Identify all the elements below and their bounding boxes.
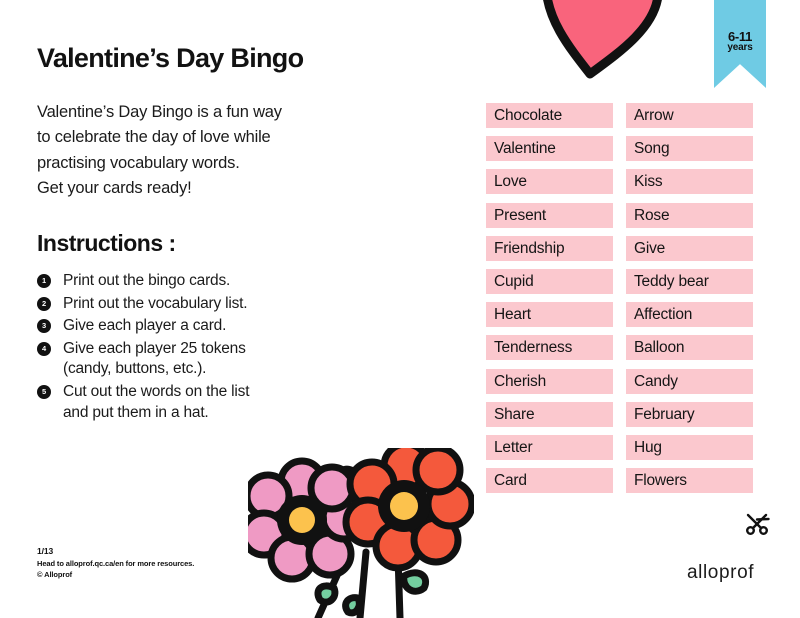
intro-line: practising vocabulary words. [37,153,240,172]
step-number-badge: 3 [37,319,51,333]
word-chip: Heart [486,302,613,327]
word-chip: Give [626,236,753,261]
word-chip: Song [626,136,753,161]
word-chip: Cupid [486,269,613,294]
footer [37,546,367,581]
list-item [37,382,437,423]
word-column-right [626,103,753,493]
footer-resource-line: Head to alloprof.qc.ca/en for more resources. [37,559,195,568]
intro-line: Valentine’s Day Bingo is a fun way [37,102,282,121]
instructions-list [37,271,437,423]
page-number: 1/13 [37,546,54,556]
age-unit-label: years [727,42,753,54]
word-chip: Valentine [486,136,613,161]
list-item [37,294,437,315]
word-chip: Hug [626,435,753,460]
word-chip: Affection [626,302,753,327]
age-range-label: 6-11 [727,29,753,44]
word-chip: Kiss [626,169,753,194]
word-chip: Flowers [626,468,753,493]
vocabulary-word-list [486,103,753,493]
instructions-heading: Instructions : [37,229,176,256]
intro-line: to celebrate the day of love while [37,128,271,147]
word-chip: Card [486,468,613,493]
list-item [37,271,437,292]
word-chip: Letter [486,435,613,460]
step-number-badge: 5 [37,385,51,399]
step-number-badge: 1 [37,274,51,288]
page-title: Valentine’s Day Bingo [37,43,304,73]
word-chip: Chocolate [486,103,613,128]
word-chip: Cherish [486,369,613,394]
scissors-icon [744,512,770,536]
step-text: Print out the vocabulary list. [63,294,248,312]
word-column-left [486,103,613,493]
age-badge-text [714,30,766,53]
step-text: Give each player a card. [63,317,227,335]
step-text-continuation: and put them in a hat. [63,403,209,421]
word-chip: Candy [626,369,753,394]
intro-line: Get your cards ready! [37,179,192,198]
word-chip: Friendship [486,236,613,261]
word-chip: Balloon [626,335,753,360]
content-column [37,44,437,425]
word-chip: Love [486,169,613,194]
word-chip: Present [486,203,613,228]
alloprof-logo-text: alloprof [687,562,755,583]
step-number-badge: 4 [37,342,51,356]
list-item [37,316,437,337]
flowers-illustration [248,448,474,618]
word-chip: Rose [626,203,753,228]
heart-decoration-icon [516,0,666,86]
step-text-continuation: (candy, buttons, etc.). [63,360,207,378]
word-chip: Arrow [626,103,753,128]
step-number-badge: 2 [37,297,51,311]
word-chip: Teddy bear [626,269,753,294]
step-text: Give each player 25 tokens [63,339,246,357]
age-badge [714,0,766,88]
step-text: Print out the bingo cards. [63,271,231,289]
word-chip: Share [486,402,613,427]
list-item [37,339,437,380]
step-text: Cut out the words on the list [63,382,250,400]
alloprof-logo [687,562,771,584]
word-chip: Tenderness [486,335,613,360]
footer-copyright: © Alloprof [37,569,73,579]
word-chip: February [626,402,753,427]
intro-paragraph [37,100,437,202]
